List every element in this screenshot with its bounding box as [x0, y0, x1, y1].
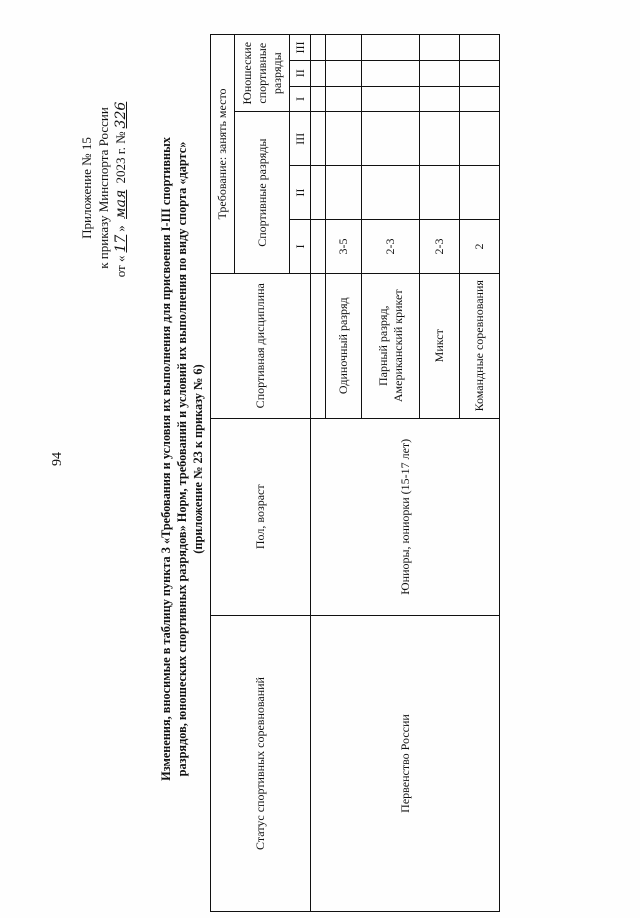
appendix-title: Приложение № 15 — [79, 137, 94, 239]
heading-line-3: (приложение № 23 к приказу № 6) — [191, 364, 205, 554]
handwritten-number: 326 — [113, 101, 129, 129]
rank-cell: 2 — [460, 220, 500, 274]
rank-cell — [311, 60, 326, 86]
discipline-cell: Одиночный разряд — [326, 273, 362, 418]
rank-cell — [362, 166, 420, 220]
rank-cell: 2-3 — [362, 220, 420, 274]
header-youth-rank-II: II — [290, 60, 311, 86]
rank-cell: 2-3 — [420, 220, 460, 274]
rank-cell — [460, 35, 500, 61]
header-youth-ranks: Юношеские спортивные разряды — [235, 35, 290, 112]
rank-cell — [311, 166, 326, 220]
header-status: Статус спортивных соревнований — [211, 615, 311, 911]
rank-cell — [311, 86, 326, 112]
rank-cell — [420, 112, 460, 166]
handwritten-day: 17 — [113, 234, 129, 253]
discipline-cell — [311, 273, 326, 418]
handwritten-month: мая — [113, 189, 129, 219]
discipline-cell: Микст — [420, 273, 460, 418]
rank-cell — [460, 60, 500, 86]
rank-cell — [362, 60, 420, 86]
header-sport-rank-II: II — [290, 166, 311, 220]
rank-cell — [326, 35, 362, 61]
status-cell: Первенство России — [311, 615, 500, 911]
date-mid: » — [113, 225, 128, 232]
header-youth-rank-III: III — [290, 35, 311, 61]
header-discipline: Спортивная дисциплина — [211, 273, 311, 418]
discipline-cell: Парный разряд, Американский крикет — [362, 273, 420, 418]
rank-cell — [362, 112, 420, 166]
sex-age-cell: Юниоры, юниорки (15-17 лет) — [311, 418, 500, 615]
rank-cell — [311, 112, 326, 166]
rank-cell — [326, 112, 362, 166]
rank-cell — [420, 86, 460, 112]
rank-cell — [326, 86, 362, 112]
rank-cell — [460, 166, 500, 220]
rank-cell — [420, 60, 460, 86]
header-sport-rank-I: I — [290, 220, 311, 274]
rank-cell — [311, 35, 326, 61]
date-prefix: от « — [113, 255, 128, 278]
header-requirement: Требование: занять место — [211, 35, 235, 274]
year-text: 2023 г. № — [113, 131, 128, 184]
header-sport-rank-III: III — [290, 112, 311, 166]
appendix-date-line — [112, 18, 130, 358]
header-sex-age: Пол, возраст — [211, 418, 311, 615]
heading-line-1: Изменения, вносимые в таблицу пункта 3 «Требования и условия их выполнения для присвоения I-III спортивных — [159, 137, 173, 781]
rank-cell — [326, 166, 362, 220]
header-sport-ranks: Спортивные разряды — [235, 112, 290, 273]
rank-cell: 3-5 — [326, 220, 362, 274]
rank-cell — [362, 86, 420, 112]
rank-cell — [460, 112, 500, 166]
rank-cell — [460, 86, 500, 112]
rank-cell — [420, 166, 460, 220]
rank-cell — [420, 35, 460, 61]
requirements-table — [210, 34, 500, 912]
document-heading — [158, 14, 206, 904]
header-row-1 — [211, 35, 235, 912]
table-row — [311, 35, 326, 912]
rank-cell — [326, 60, 362, 86]
discipline-cell: Командные соревнования — [460, 273, 500, 418]
rank-cell — [311, 220, 326, 274]
appendix-block — [78, 18, 130, 358]
rank-cell — [362, 35, 420, 61]
appendix-order-ref: к приказу Минспорта России — [96, 107, 111, 269]
heading-line-2: разрядов, юношеских спортивных разрядов» Норм, требований и условий их выполнения по виду спорта «дартс» — [175, 141, 189, 777]
header-youth-rank-I: I — [290, 86, 311, 112]
page-number: 94 — [50, 452, 65, 466]
